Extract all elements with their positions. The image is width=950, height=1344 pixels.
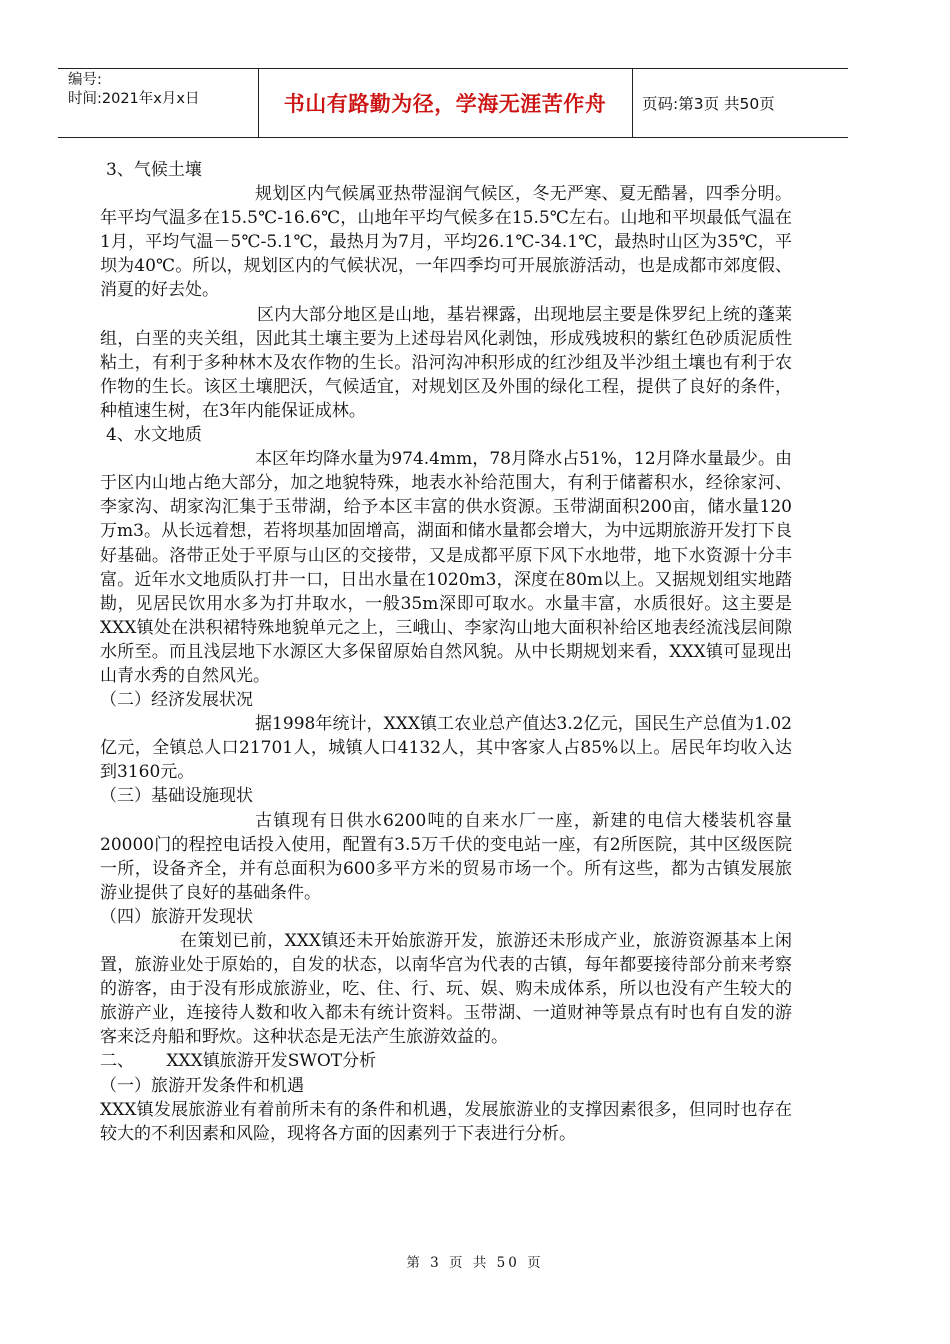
paragraph-hydrology: 本区年均降水量为974.4mm，78月降水占51%，12月降水量最少。由于区内山地占绝大部分，加之地貌特殊，地表水补给范围大，有利于储蓄积水，经徐家河、李家沟、胡家沟汇集于玉带湖，给予本区丰富的供水资源。玉带湖面积200亩，储水量120万m3。从长远着想，若将坝基加固增高，湖面和储水量都会增大，为中远期旅游开发打下良好基础。洛带正处于平原与山区的交接带，又是成都平原下风下水地带，地下水资源十分丰富。近年水文地质队打井一口，日出水量在1020m3，深度在80m以上。又据规划组实地踏勘，见居民饮用水多为打井取水，一般35m深即可取水。水量丰富，水质很好。这主要是XXX镇处在洪积裙特殊地貌单元之上，三峨山、李家沟山地大面积补给区地表经流浅层间隙水所至。而且浅层地下水源区大多保留原始自然风貌。从中长期规划来看，XXX镇可显现出山青水秀的自然风光。 <box>100 449 792 686</box>
header-meta <box>68 71 258 109</box>
section-heading-economy: （二）经济发展状况 <box>100 690 253 711</box>
section-heading-climate: 3、气候土壤 <box>106 160 202 180</box>
header-page-number: 页码:第3页 共50页 <box>642 95 775 113</box>
section-heading-tourism-status: （四）旅游开发现状 <box>100 906 253 927</box>
paragraph-soil: 区内大部分地区是山地，基岩裸露，出现地层主要是侏罗纪上统的蓬莱组，白垩的夹关组，因此其土壤主要为上述母岩风化剥蚀，形成残坡积的紫红色砂质泥质性粘土，有利于多种林木及农作物的生长。沿河沟冲积形成的红沙组及半沙组土壤也有利于农作物的生长。该区土壤肥沃，气候适宜，对规划区及外围的绿化工程，提供了良好的条件，种植速生树，在3年内能保证成林。 <box>100 304 792 421</box>
header-divider <box>632 69 633 137</box>
header-motto: 书山有路勤为径，学海无涯苦作舟 <box>283 92 607 116</box>
paragraph-conditions: XXX镇发展旅游业有着前所未有的条件和机遇，发展旅游业的支撑因素很多，但同时也存在较大的不利因素和风险，现将各方面的因素列于下表进行分析。 <box>100 1099 792 1144</box>
document-time-label: 时间:2021年x月x日 <box>68 91 200 107</box>
section-heading-swot: 二、 XXX镇旅游开发SWOT分析 <box>100 1051 377 1072</box>
paragraph-climate: 规划区内气候属亚热带湿润气候区，冬无严寒、夏无酷暑，四季分明。年平均气温多在15.5℃-16.6℃，山地年平均气候多在15.5℃左右。山地和平坝最低气温在1月，平均气温－5℃-5.1℃，最热月为7月，平均26.1℃-34.1℃，最热时山区为35℃，平坝为40℃。所以，规划区内的气候状况，一年四季均可开展旅游活动，也是成都市郊度假、消夏的好去处。 <box>100 184 792 301</box>
document-body <box>100 158 792 1146</box>
page-footer: 第 3 页 共 50 页 <box>406 1255 544 1271</box>
section-heading-hydrology: 4、水文地质 <box>106 425 202 446</box>
section-heading-infrastructure: （三）基础设施现状 <box>100 786 253 807</box>
paragraph-infrastructure: 古镇现有日供水6200吨的自来水厂一座，新建的电信大楼装机容量20000门的程控电话投入使用，配置有3.5万千伏的变电站一座，有2所医院，其中区级医院一所，设备齐全，并有总面积为600多平方米的贸易市场一个。所有这些，都为古镇发展旅游业提供了良好的基础条件。 <box>100 810 792 903</box>
paragraph-economy: 据1998年统计，XXX镇工农业总产值达3.2亿元，国民生产总值为1.02亿元，全镇总人口21701人，城镇人口4132人，其中客家人占85%以上。居民年均收入达到3160元。 <box>100 714 792 783</box>
document-number-label: 编号: <box>68 72 102 88</box>
paragraph-tourism-status: 在策划已前，XXX镇还未开始旅游开发，旅游还未形成产业，旅游资源基本上闲置，旅游业处于原始的，自发的状态，以南华宫为代表的古镇，每年都要接待部分前来考察的游客，由于没有形成旅游业，吃、住、行、玩、娱、购未成体系，所以也没有产生较大的旅游产业，连接待人数和收入都未有统计资料。玉带湖、一道财神等景点有时也有自发的游客来泛舟船和野炊。这种状态是无法产生旅游效益的。 <box>100 931 792 1048</box>
page-header <box>58 68 848 138</box>
section-heading-conditions: （一）旅游开发条件和机遇 <box>100 1075 304 1096</box>
